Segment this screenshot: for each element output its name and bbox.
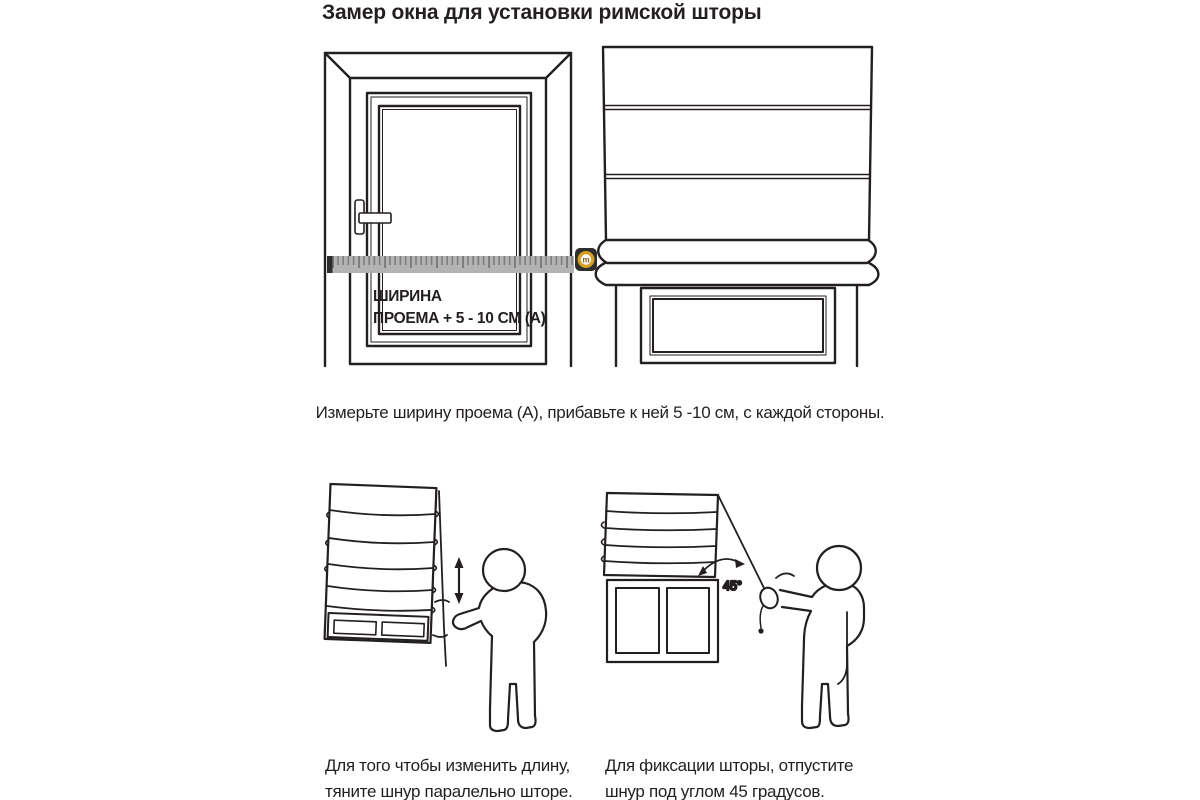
- tape-icon-letter: m: [582, 255, 590, 265]
- window-handle: [355, 200, 391, 234]
- blind-fold-seams: [605, 106, 871, 179]
- measure-caption: Измерьте ширину проема (А), прибавьте к ней 5 -10 см, с каждой стороны.: [315, 403, 885, 422]
- measuring-tape: [327, 256, 574, 273]
- adjust-caption: [325, 753, 573, 800]
- hand-pinch-marks: [433, 600, 449, 637]
- angle-label: 45°: [723, 579, 742, 593]
- window-under-blind: [607, 580, 718, 662]
- tape-end-cap: [327, 256, 333, 273]
- person-fist: [757, 585, 780, 611]
- person-body: [453, 582, 546, 731]
- cord-knob: [758, 628, 763, 633]
- fixation-caption-line1: Для фиксации шторы, отпустите: [605, 756, 854, 775]
- person-head: [817, 546, 861, 590]
- frame-corner-diagonals: [325, 53, 571, 78]
- raised-blind: [602, 493, 719, 577]
- width-label-line1: ШИРИНА: [373, 288, 442, 305]
- angle-arc-icon: [698, 559, 745, 576]
- fixation-caption: [605, 753, 853, 800]
- folded-blind: [322, 484, 439, 643]
- fixation-caption-line2: шнур под углом 45 градусов.: [605, 782, 825, 800]
- person-body: [780, 583, 864, 728]
- adjust-caption-line2: тяните шнур паралельно шторе.: [325, 782, 573, 800]
- width-label-line2: ПРОЕМА + 5 - 10 СМ (А): [373, 310, 546, 327]
- window-frame-inner-line: [650, 296, 826, 355]
- window-measure-illustration: [318, 42, 608, 372]
- window-glass: [653, 299, 823, 352]
- roman-blind-illustration: [588, 42, 888, 367]
- person-far-arm: [838, 612, 847, 684]
- blind-panel: [603, 47, 872, 240]
- window-sash-inner-line: [371, 97, 527, 342]
- blind-bottom-fold-2: [596, 263, 879, 285]
- page-title: Замер окна для установки римской шторы: [322, 1, 762, 24]
- fist-motion-arc: [776, 573, 794, 578]
- pull-cord: [718, 495, 764, 588]
- adjust-length-illustration: [308, 478, 578, 743]
- up-down-arrow-icon: [455, 557, 464, 604]
- fix-blind-illustration: [588, 478, 888, 743]
- adjust-caption-line1: Для того чтобы изменить длину,: [325, 756, 570, 775]
- person-head: [483, 549, 525, 591]
- blind-bottom-fold-1: [598, 240, 876, 263]
- cord-dangle: [760, 606, 763, 628]
- pull-cord: [439, 491, 446, 666]
